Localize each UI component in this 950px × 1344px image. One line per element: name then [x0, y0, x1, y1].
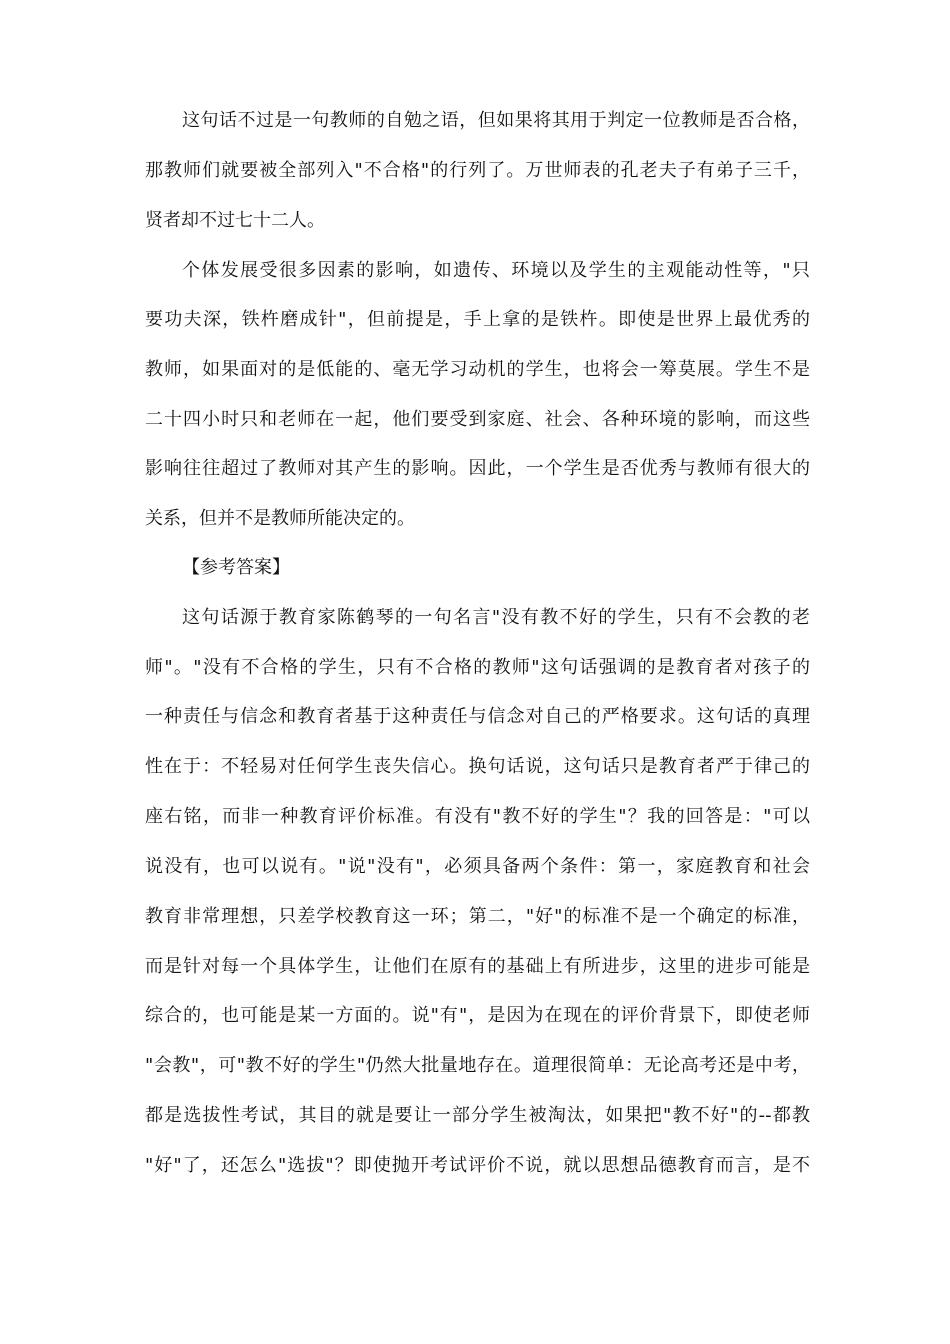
- text-line: 综合的，也可能是某一方面的。说"有"，是因为在现在的评价背景下，即使老师: [145, 1005, 810, 1026]
- text-line: 关系，但并不是教师所能决定的。: [145, 508, 415, 529]
- text-line: 师"。"没有不合格的学生，只有不合格的教师"这句话强调的是教育者对孩子的: [145, 657, 810, 678]
- text-line: 座右铭，而非一种教育评价标准。有没有"教不好的学生"？我的回答是："可以: [145, 806, 810, 827]
- text-line: 这句话不过是一句教师的自勉之语，但如果将其用于判定一位教师是否合格，: [182, 110, 810, 131]
- text-line: 教师，如果面对的是低能的、毫无学习动机的学生，也将会一筹莫展。学生不是: [145, 359, 810, 380]
- text-line: 那教师们就要被全部列入"不合格"的行列了。万世师表的孔老夫子有弟子三千，: [145, 160, 810, 181]
- text-line: 影响往往超过了教师对其产生的影响。因此，一个学生是否优秀与教师有很大的: [145, 458, 810, 479]
- text-line: "会教"，可"教不好的学生"仍然大批量地存在。道理很简单：无论高考还是中考，: [145, 1055, 810, 1076]
- text-line: 要功夫深，铁杵磨成针"，但前提是，手上拿的是铁杵。即使是世界上最优秀的: [145, 309, 810, 330]
- text-line: 而是针对每一个具体学生，让他们在原有的基础上有所进步，这里的进步可能是: [145, 956, 810, 977]
- text-line: 一种责任与信念和教育者基于这种责任与信念对自己的严格要求。这句话的真理: [145, 706, 810, 727]
- text-line: 二十四小时只和老师在一起，他们要受到家庭、社会、各种环境的影响，而这些: [145, 409, 810, 430]
- text-line: 都是选拔性考试，其目的就是要让一部分学生被淘汰，如果把"教不好"的--都教: [145, 1105, 810, 1126]
- reference-answer-heading: 【参考答案】: [182, 557, 290, 578]
- text-line: 贤者却不过七十二人。: [145, 210, 325, 231]
- text-line: 说没有，也可以说有。"说"没有"，必须具备两个条件：第一，家庭教育和社会: [145, 856, 810, 877]
- text-line: 教育非常理想，只差学校教育这一环；第二，"好"的标准不是一个确定的标准，: [145, 906, 810, 927]
- text-line: 性在于：不轻易对任何学生丧失信心。换句话说，这句话只是教育者严于律己的: [145, 756, 810, 777]
- text-line: 这句话源于教育家陈鹤琴的一句名言"没有教不好的学生，只有不会教的老: [182, 607, 810, 628]
- text-line: 个体发展受很多因素的影响，如遗传、环境以及学生的主观能动性等，"只: [182, 260, 810, 281]
- text-line: "好"了，还怎么"选拔"？即使抛开考试评价不说，就以思想品德教育而言，是不: [145, 1155, 810, 1176]
